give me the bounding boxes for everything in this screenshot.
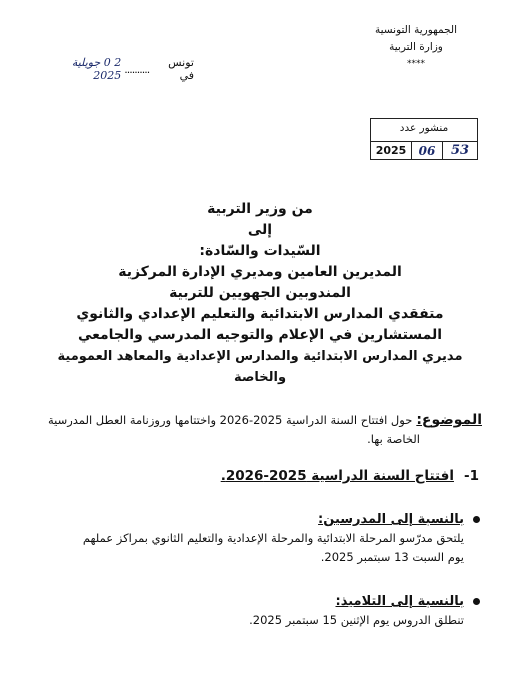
circular-number-box (370, 118, 478, 160)
bullet-icon (473, 516, 480, 523)
circular-month: 06 (412, 142, 443, 159)
addressing-block (40, 199, 480, 388)
bullet-heading: بالنسبة إلى المدرسين: (318, 512, 464, 527)
circular-number-row (371, 141, 477, 159)
bullet-text: تنطلق الدروس يوم الإثنين 15 سبتمبر 2025. (249, 613, 464, 627)
bullet-text: يوم السبت 13 سبتمبر 2025. (320, 550, 464, 564)
recipient-line: مديري المدارس الابتدائية والمدارس الإعدادية والمعاهد العمومية والخاصة (57, 349, 463, 385)
from-line: من وزير التربية (207, 201, 313, 217)
subject-line-1 (38, 410, 482, 430)
date-handwritten: 2 0 جويلية 2025 (71, 56, 122, 82)
date-prefix: تونس في (168, 56, 194, 82)
recipient-line: المندوبين الجهويين للتربية (169, 285, 351, 301)
date-line (44, 56, 194, 82)
republic-name: الجمهورية التونسية (375, 24, 457, 36)
section-number: 1- (463, 468, 479, 484)
circular-label: منشور عدد (399, 122, 449, 134)
recipient-line: المديرين العامين ومديري الإدارة المركزية (118, 264, 402, 280)
recipient-line: المستشارين في الإعلام والتوجيه المدرسي والجامعي (77, 327, 443, 343)
bullet-heading: بالنسبة إلى التلاميذ: (335, 594, 464, 609)
section-1-heading (221, 468, 479, 484)
circular-number: 53 (450, 143, 470, 158)
subject-text: حول افتتاح السنة الدراسية 2025-2026 واختتامها وروزنامة العطل المدرسية (47, 413, 413, 427)
bullet-teachers (36, 510, 464, 567)
subject-label: الموضوع: (416, 412, 482, 428)
ministry-header (361, 22, 471, 73)
subject-line-2: الخاصة بها. (367, 432, 420, 446)
to-line: إلى (247, 222, 273, 238)
ministry-name: وزارة التربية (389, 41, 443, 53)
subject-block (38, 410, 482, 449)
bullet-text: يلتحق مدرّسو المرحلة الابتدائية والمرحلة الإعدادية والتعليم الثانوي بمراكز عملهم (82, 531, 464, 545)
header-stars: **** (407, 59, 425, 69)
bullet-icon (473, 598, 480, 605)
circular-year: 2025 (371, 142, 412, 159)
recipient-line: متفقدي المدارس الابتدائية والتعليم الإعدادي والثانوي (76, 306, 444, 322)
salutation-line: السّيدات والسّادة: (199, 243, 321, 259)
bullet-students (36, 592, 464, 630)
section-title: افتتاح السنة الدراسية 2025-2026. (220, 468, 454, 484)
date-dots: .......... (124, 62, 150, 76)
